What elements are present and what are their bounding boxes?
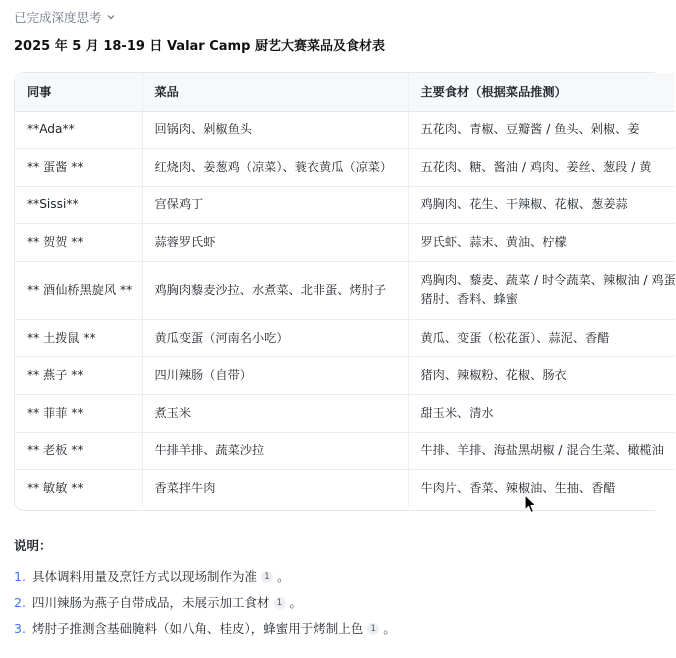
cell-colleague: ** 燕子 ** bbox=[15, 357, 142, 395]
cell-ingredients: 牛肉片、香菜、辣椒油、生抽、香醋 bbox=[408, 470, 675, 508]
page-title: 2025 年 5 月 18-19 日 Valar Camp 厨艺大赛菜品及食材表 bbox=[14, 39, 385, 54]
table-row bbox=[15, 357, 675, 395]
note-text: 四川辣肠为燕子自带成品，未展示加工食材 bbox=[32, 595, 270, 610]
cell-colleague: ** 老板 ** bbox=[15, 432, 142, 470]
table-row bbox=[15, 261, 675, 319]
table-row bbox=[15, 470, 675, 508]
list-number: 3. bbox=[14, 621, 26, 636]
note-tail: 。 bbox=[289, 595, 303, 610]
cell-ingredients-line: 鸡胸肉、藜麦、蔬菜 / 时令蔬菜、辣椒油 / 鸡蛋 bbox=[420, 273, 676, 288]
column-header-ingredients: 主要食材（根据菜品推测） bbox=[408, 73, 675, 111]
notes-heading: 说明： bbox=[14, 538, 52, 553]
table-header-row bbox=[15, 73, 675, 111]
cell-ingredients-line: 猪肘、香料、蜂蜜 bbox=[420, 292, 518, 307]
note-tail: 。 bbox=[383, 621, 396, 636]
list-number: 1. bbox=[14, 569, 26, 584]
cell-colleague: **Sissi** bbox=[15, 186, 142, 224]
table-row bbox=[15, 319, 675, 357]
cell-colleague: ** 土拨鼠 ** bbox=[15, 319, 142, 357]
table-row bbox=[15, 186, 675, 224]
cell-colleague: ** 菲菲 ** bbox=[15, 395, 142, 433]
cell-ingredients: 五花肉、糖、酱油 / 鸡肉、姜丝、葱段 / 黄 bbox=[408, 149, 675, 187]
thinking-label: 已完成深度思考 bbox=[14, 10, 102, 25]
cell-ingredients: 五花肉、青椒、豆瓣酱 / 鱼头、剁椒、姜 bbox=[408, 111, 675, 149]
note-tail: 。 bbox=[277, 569, 290, 584]
column-header-colleague: 同事 bbox=[15, 73, 142, 111]
cell-ingredients: 甜玉米、清水 bbox=[408, 395, 675, 433]
cell-dish: 宫保鸡丁 bbox=[142, 186, 408, 224]
cell-ingredients: 牛排、羊排、海盐黑胡椒 / 混合生菜、橄榄油 bbox=[408, 432, 675, 470]
table-row bbox=[15, 432, 675, 470]
cell-colleague: ** 酒仙桥黑旋风 ** bbox=[15, 261, 142, 319]
cell-colleague: ** 贺贺 ** bbox=[15, 224, 142, 262]
cell-ingredients: 罗氏虾、蒜末、黄油、柠檬 bbox=[408, 224, 675, 262]
list-number: 2. bbox=[14, 595, 26, 610]
table-row bbox=[15, 224, 675, 262]
mouse-cursor-icon bbox=[524, 494, 538, 514]
cell-dish: 红烧肉、姜葱鸡（凉菜）、蓑衣黄瓜（凉菜） bbox=[142, 149, 408, 187]
cell-ingredients bbox=[408, 261, 675, 319]
chevron-down-icon bbox=[106, 12, 116, 22]
list-item bbox=[14, 616, 396, 642]
dish-table bbox=[14, 72, 676, 511]
cell-dish: 香菜拌牛肉 bbox=[142, 470, 408, 508]
cell-dish: 回锅肉、剁椒鱼头 bbox=[142, 111, 408, 149]
cell-colleague: ** 蛋酱 ** bbox=[15, 149, 142, 187]
column-header-dish: 菜品 bbox=[142, 73, 408, 111]
list-item bbox=[14, 590, 396, 616]
table-row bbox=[15, 395, 675, 433]
cell-ingredients: 猪肉、辣椒粉、花椒、肠衣 bbox=[408, 357, 675, 395]
citation-badge[interactable]: 1 bbox=[261, 571, 273, 583]
note-text: 烤肘子推测含基础腌料（如八角、桂皮），蜂蜜用于烤制上色 bbox=[32, 621, 364, 636]
citation-badge[interactable]: 1 bbox=[367, 623, 379, 635]
cell-dish: 黄瓜变蛋（河南名小吃） bbox=[142, 319, 408, 357]
table-row bbox=[15, 111, 675, 149]
table-row bbox=[15, 149, 675, 187]
citation-badge[interactable]: 1 bbox=[274, 597, 286, 609]
thinking-toggle[interactable] bbox=[14, 8, 116, 26]
cell-ingredients: 黄瓜、变蛋（松花蛋）、蒜泥、香醋 bbox=[408, 319, 675, 357]
cell-colleague: ** 敏敏 ** bbox=[15, 470, 142, 508]
cell-ingredients: 鸡胸肉、花生、干辣椒、花椒、葱姜蒜 bbox=[408, 186, 675, 224]
note-text: 具体调料用量及烹饪方式以现场制作为准 bbox=[32, 569, 258, 584]
cell-dish: 鸡胸肉藜麦沙拉、水煮菜、北非蛋、烤肘子 bbox=[142, 261, 408, 319]
list-item bbox=[14, 564, 396, 590]
notes-list bbox=[14, 564, 396, 642]
cell-dish: 蒜蓉罗氏虾 bbox=[142, 224, 408, 262]
cell-colleague: **Ada** bbox=[27, 122, 75, 137]
cell-dish: 牛排羊排、蔬菜沙拉 bbox=[142, 432, 408, 470]
cell-dish: 四川辣肠（自带） bbox=[142, 357, 408, 395]
cell-dish: 煮玉米 bbox=[142, 395, 408, 433]
